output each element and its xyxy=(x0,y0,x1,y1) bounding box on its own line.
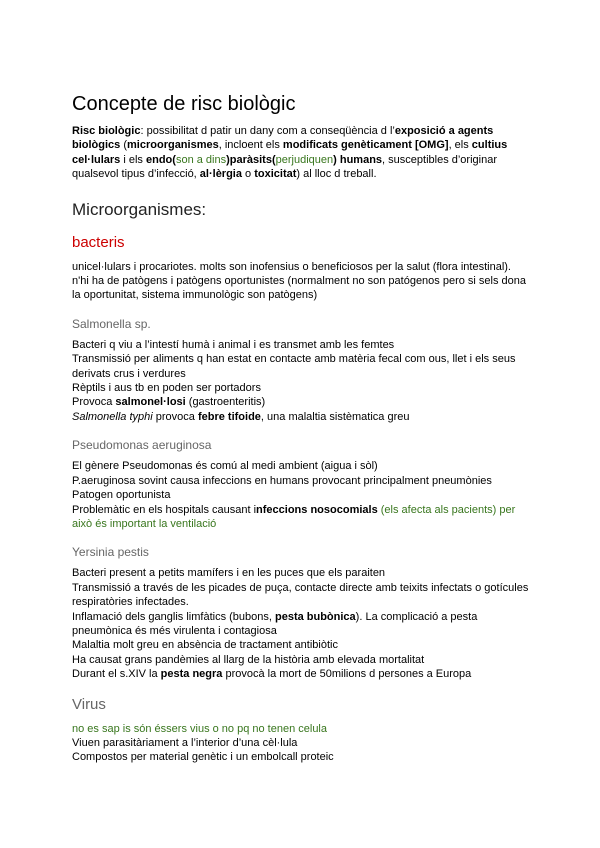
virus-line: Compostos per material genètic i un embolcall proteic xyxy=(72,751,334,764)
pseudomonas-text xyxy=(72,459,532,531)
definition-paragraph: Risc biològic: possibilitat d patir un dany com a conseqüència d l’exposició a agents biològics (microorganismes, incloent els modificats genèticament [OMG], els cultius cel·lulars i els endo(son a dins)paràsits(perjudiquen) humans, susceptibles d’originar qualsevol tipus d’infecció, al·lèrgia o toxicitat) al lloc d treball. xyxy=(72,125,508,181)
page-title: Concepte de risc biològic xyxy=(72,93,296,115)
heading-virus: Virus xyxy=(72,695,106,713)
bacteris-text xyxy=(72,260,532,303)
bacteris-line: unicel·lulars i procariotes. molts son inofensius o beneficiosos per la salut (flora intestinal). xyxy=(72,260,511,273)
yersinia-text xyxy=(72,566,532,681)
section-heading-microorganismes: Microorganismes: xyxy=(72,199,207,219)
pseudomonas-line: P.aeruginosa sovint causa infeccions en humans provocant principalment pneumònies xyxy=(72,474,492,487)
salmonella-text xyxy=(72,338,532,424)
heading-salmonella: Salmonella sp. xyxy=(72,316,151,331)
pseudomonas-line: Patogen oportunista xyxy=(72,489,171,502)
yersinia-line: Ha causat grans pandèmies al llarg de la història amb elevada mortalitat xyxy=(72,653,425,666)
pseudomonas-line: El gènere Pseudomonas és comú al medi ambient (aigua i sòl) xyxy=(72,460,378,473)
heading-yersinia: Yersinia pestis xyxy=(72,545,149,560)
yersinia-line: Durant el s.XIV la pesta negra provocà la mort de 50milions d persones a Europa xyxy=(72,668,472,681)
heading-pseudomonas: Pseudomonas aeruginosa xyxy=(72,438,212,453)
yersinia-line: Malaltia molt greu en absència de tractament antibiòtic xyxy=(72,639,338,652)
heading-bacteris: bacteris xyxy=(72,233,125,251)
yersinia-line: Inflamació dels ganglis limfàtics (bubons, pesta bubònica). La complicació a pesta pneumònica és més virulenta i contagiosa xyxy=(72,610,478,637)
virus-text xyxy=(72,722,532,765)
salmonella-line: Rèptils i aus tb en poden ser portadors xyxy=(72,382,261,395)
virus-line: no es sap is són éssers vius o no pq no tenen celula xyxy=(72,722,327,735)
document-content xyxy=(72,92,532,765)
bacteris-line: n'hi ha de patògens i patògens oportunistes (normalment no son patógenos pero si sels dona la oportunitat, sistema immunològic son patògens) xyxy=(72,275,527,302)
yersinia-line: Transmissió a través de les picades de puça, contacte directe amb teixits infectats o gotícules respiratòries infectades. xyxy=(72,581,529,609)
salmonella-line: Transmissió per aliments q han estat en contacte amb matèria fecal com ous, llet i els seus derivats crus i verdures xyxy=(72,353,516,380)
salmonella-line: Bacteri q viu a l’intestí humà i animal i es transmet amb les femtes xyxy=(72,338,395,351)
yersinia-line: Bacteri present a petits mamífers i en les puces que els paraiten xyxy=(72,567,386,580)
salmonella-line: Salmonella typhi provoca febre tifoide, una malaltia sistèmatica greu xyxy=(72,410,410,423)
salmonella-line: Provoca salmonel·losi (gastroenteritis) xyxy=(72,396,266,409)
pseudomonas-line: Problemàtic en els hospitals causant infeccions nosocomials (els afecta als pacients) per això és important la ventilació xyxy=(72,503,516,530)
virus-line: Viuen parasitàriament a l’interior d’una cèl·lula xyxy=(72,736,298,749)
